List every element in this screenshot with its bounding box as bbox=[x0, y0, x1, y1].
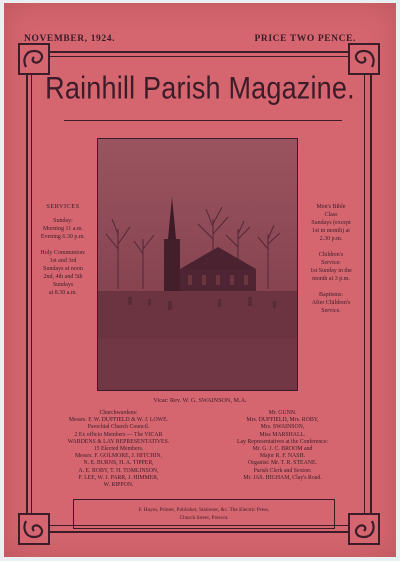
corner-ornament-bottom-right bbox=[348, 513, 380, 545]
officers-right-line: Mr. GUNN. bbox=[268, 410, 297, 416]
printer-line: F. Hayes, Printer, Publisher, Stationer, &c. The Electric Press, bbox=[138, 507, 270, 513]
officers-left-line: 2 Ex officio Members — The VICAR bbox=[74, 431, 163, 438]
officers-left-line: W. RIPPON. bbox=[103, 482, 134, 489]
classes-line: After Children's bbox=[311, 300, 351, 306]
services-line: 1st and 3rd bbox=[49, 258, 77, 264]
classes-line: Service. bbox=[321, 308, 341, 314]
classes-line: 1st Sunday in the bbox=[310, 268, 352, 274]
officers-right-line: Mrs. DUFFIELD, Mrs. ROBY, bbox=[246, 417, 319, 424]
officers-left bbox=[46, 410, 191, 489]
corner-ornament-bottom-left bbox=[18, 513, 50, 545]
services-line: at 8.30 a.m. bbox=[48, 290, 78, 296]
officers-right bbox=[210, 410, 355, 482]
classes-line bbox=[297, 283, 365, 291]
classes-line: 2.30 p.m. bbox=[319, 236, 343, 242]
services-line: Sundays at noon bbox=[43, 266, 83, 272]
officers-right-line: Major R. F. NASH. bbox=[259, 453, 306, 460]
classes-line: 1st in month) at bbox=[312, 228, 350, 234]
officers-right-line: Mr. JAS. HIGHAM, Clay's Road. bbox=[243, 474, 322, 481]
officers-right-line: Mrs. SWAINSON, bbox=[260, 424, 305, 431]
officers-right-line: Lay Representatives at the Conference: bbox=[236, 438, 329, 445]
vicar-line: Vicar: Rev. W. G. SWAINSON, M.A. bbox=[153, 397, 247, 404]
printer-line: Church Street, Prescot. bbox=[179, 515, 229, 521]
services-panel bbox=[31, 203, 95, 297]
classes-line: Service: bbox=[321, 260, 341, 266]
services-line: Morning 11 a.m. bbox=[42, 226, 84, 232]
services-line: Holy Communion: bbox=[40, 250, 86, 256]
services-heading: SERVICES bbox=[46, 203, 80, 210]
officers-left-line: Churchwardens: bbox=[99, 410, 138, 416]
officers-right-line: Miss MARSHALL. bbox=[259, 431, 306, 438]
price-label: PRICE TWO PENCE. bbox=[254, 34, 356, 44]
services-line: Evening 6.30 p.m. bbox=[40, 234, 86, 240]
church-photograph bbox=[97, 138, 298, 391]
issue-date: NOVEMBER, 1924. bbox=[24, 34, 116, 44]
officers-left-line: Parochial Church Council. bbox=[87, 424, 150, 431]
classes-line: Baptisms: bbox=[318, 292, 343, 298]
officers-left-line: Messrs. F. W. DUFFIELD & W. J. LOWE. bbox=[68, 417, 169, 424]
officers-right-line: Mr. G. J. C. BROOM and bbox=[252, 446, 313, 453]
classes-line: Men's Bible bbox=[316, 204, 346, 210]
classes-line: Children's bbox=[318, 252, 344, 258]
officers-left-line: WARDENS & LAY REPRESENTATIVES. bbox=[67, 438, 170, 445]
classes-panel bbox=[297, 203, 365, 315]
officers-left-line: 15 Elected Members. bbox=[93, 446, 144, 453]
classes-line: Class bbox=[324, 212, 338, 218]
officers-left-line: Messrs. F. GOLMORE, J. HITCHIN, bbox=[75, 453, 162, 460]
title-rule bbox=[64, 120, 342, 121]
printer-imprint bbox=[73, 499, 335, 529]
services-line: Sundays bbox=[52, 282, 74, 288]
services-line: 2nd, 4th and 5th bbox=[43, 274, 83, 280]
services-line: Sunday: bbox=[53, 218, 73, 224]
magazine-cover bbox=[4, 3, 396, 557]
officers-right-line: Parish Clerk and Sexton: bbox=[253, 467, 312, 474]
officers-right-line: Organist: Mr. T. R. STEANE. bbox=[248, 460, 317, 467]
services-line bbox=[31, 241, 95, 249]
officers-left-line: A. E. ROBY, T. H. TOMLINSON, bbox=[78, 467, 159, 474]
classes-line bbox=[297, 243, 365, 251]
magazine-title: Rainhill Parish Magazine. bbox=[45, 70, 355, 106]
classes-line: month at 3 p.m. bbox=[312, 276, 350, 282]
officers-left-line: F. LEE, W. J. PARR, J. HIMMER, bbox=[78, 474, 159, 481]
classes-line: Sundays (except bbox=[311, 220, 351, 226]
officers-left-line: N. E. BURNS, H. A. TIPPER, bbox=[83, 460, 154, 467]
services-lines bbox=[31, 217, 95, 297]
